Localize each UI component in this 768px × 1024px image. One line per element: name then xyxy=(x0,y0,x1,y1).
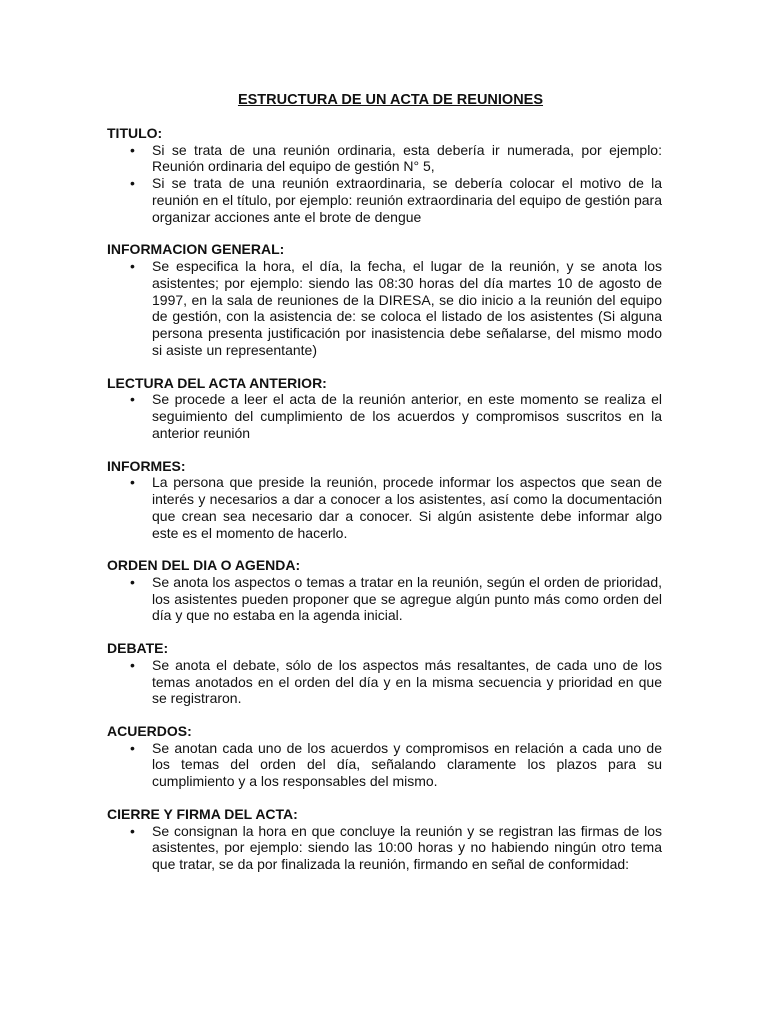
section-heading: DEBATE: xyxy=(107,640,169,657)
section-titulo xyxy=(107,125,662,225)
bullet-list xyxy=(107,823,662,873)
section-debate xyxy=(107,640,662,707)
section-heading: TITULO: xyxy=(107,125,163,141)
bullet-list xyxy=(107,657,662,707)
section-informes xyxy=(107,458,662,542)
bullet-list xyxy=(107,142,662,226)
section-heading: ORDEN DEL DIA O AGENDA: xyxy=(107,557,301,574)
bullet-list xyxy=(107,474,662,541)
bullet-text: Se anota el debate, sólo de los aspectos más resaltantes, de cada uno de los temas anotados en el orden del día y en la misma secuencia y prioridad en que se registraron. xyxy=(152,656,662,707)
section-acuerdos xyxy=(107,723,662,790)
section-heading: CIERRE Y FIRMA DEL ACTA: xyxy=(107,806,298,823)
bullet-list xyxy=(107,258,662,359)
bullet-text: Si se trata de una reunión ordinaria, esta debería ir numerada, por ejemplo: Reunión ordinaria del equipo de gestión N° 5, xyxy=(152,141,662,175)
list-item xyxy=(107,740,662,790)
bullet-list xyxy=(107,391,662,441)
list-item xyxy=(107,175,662,225)
bullet-text: Se anota los aspectos o temas a tratar en la reunión, según el orden de prioridad, los asistentes pueden proponer que se agregue algún punto más como orden del día y que no estaba en la agenda inicial. xyxy=(152,573,662,624)
bullet-text: La persona que preside la reunión, procede informar los aspectos que sean de interés y necesarios a dar a conocer a los asistentes, así como la documentación que crean sea necesario dar a conocer. Si algún asistente debe informar algo este es el momento de hacerlo. xyxy=(152,474,662,541)
section-heading: LECTURA DEL ACTA ANTERIOR: xyxy=(107,374,327,391)
list-item xyxy=(107,574,662,624)
section-lectura-acta-anterior xyxy=(107,375,662,442)
bullet-icon: • xyxy=(130,573,135,590)
bullet-list xyxy=(107,574,662,624)
bullet-icon: • xyxy=(130,257,135,274)
document-title: ESTRUCTURA DE UN ACTA DE REUNIONES xyxy=(237,92,544,108)
list-item xyxy=(107,142,662,176)
bullet-text: Se consignan la hora en que concluye la reunión y se registran las firmas de los asistentes, por ejemplo: siendo las 10:00 horas y no habiendo ningún otro tema que tratar, se da por finalizada la reunión, firmando en señal de conformidad: xyxy=(152,822,662,873)
bullet-text: Si se trata de una reunión extraordinaria, se debería colocar el motivo de la reunión en el título, por ejemplo: reunión extraordinaria del equipo de gestión para organizar acciones ante el brote de dengue xyxy=(152,175,662,225)
bullet-icon: • xyxy=(130,141,135,158)
section-orden-del-dia xyxy=(107,557,662,624)
bullet-icon: • xyxy=(130,822,135,839)
bullet-text: Se procede a leer el acta de la reunión anterior, en este momento se realiza el seguimiento del cumplimiento de los acuerdos y compromisos suscritos en la anterior reunión xyxy=(152,391,662,441)
bullet-icon: • xyxy=(130,175,135,192)
section-informacion-general xyxy=(107,241,662,358)
bullet-text: Se especifica la hora, el día, la fecha, el lugar de la reunión, y se anota los asistentes; por ejemplo: siendo las 08:30 horas del día martes 10 de agosto de 1997, en la sala de reuniones de la DIRESA, se dio inicio a la reunión del equipo de gestión, con la asistencia de: se coloca el listado de los asistentes (Si alguna persona presenta justificación por inasistencia debe señalarse, del mismo modo si asiste un representante) xyxy=(152,257,662,358)
bullet-icon: • xyxy=(130,391,135,408)
section-heading: INFORMACION GENERAL: xyxy=(107,241,285,258)
list-item xyxy=(107,823,662,873)
section-heading: ACUERDOS: xyxy=(107,723,192,740)
list-item xyxy=(107,474,662,541)
list-item xyxy=(107,258,662,359)
bullet-icon: • xyxy=(130,739,135,756)
list-item xyxy=(107,391,662,441)
bullet-icon: • xyxy=(130,656,135,673)
bullet-list xyxy=(107,740,662,790)
section-heading: INFORMES: xyxy=(107,457,186,474)
bullet-icon: • xyxy=(130,474,135,491)
list-item xyxy=(107,657,662,707)
section-cierre-y-firma xyxy=(107,806,662,873)
bullet-text: Se anotan cada uno de los acuerdos y compromisos en relación a cada uno de los temas del orden del día, señalando claramente los plazos para su cumplimiento y a los responsables del mismo. xyxy=(152,739,662,790)
